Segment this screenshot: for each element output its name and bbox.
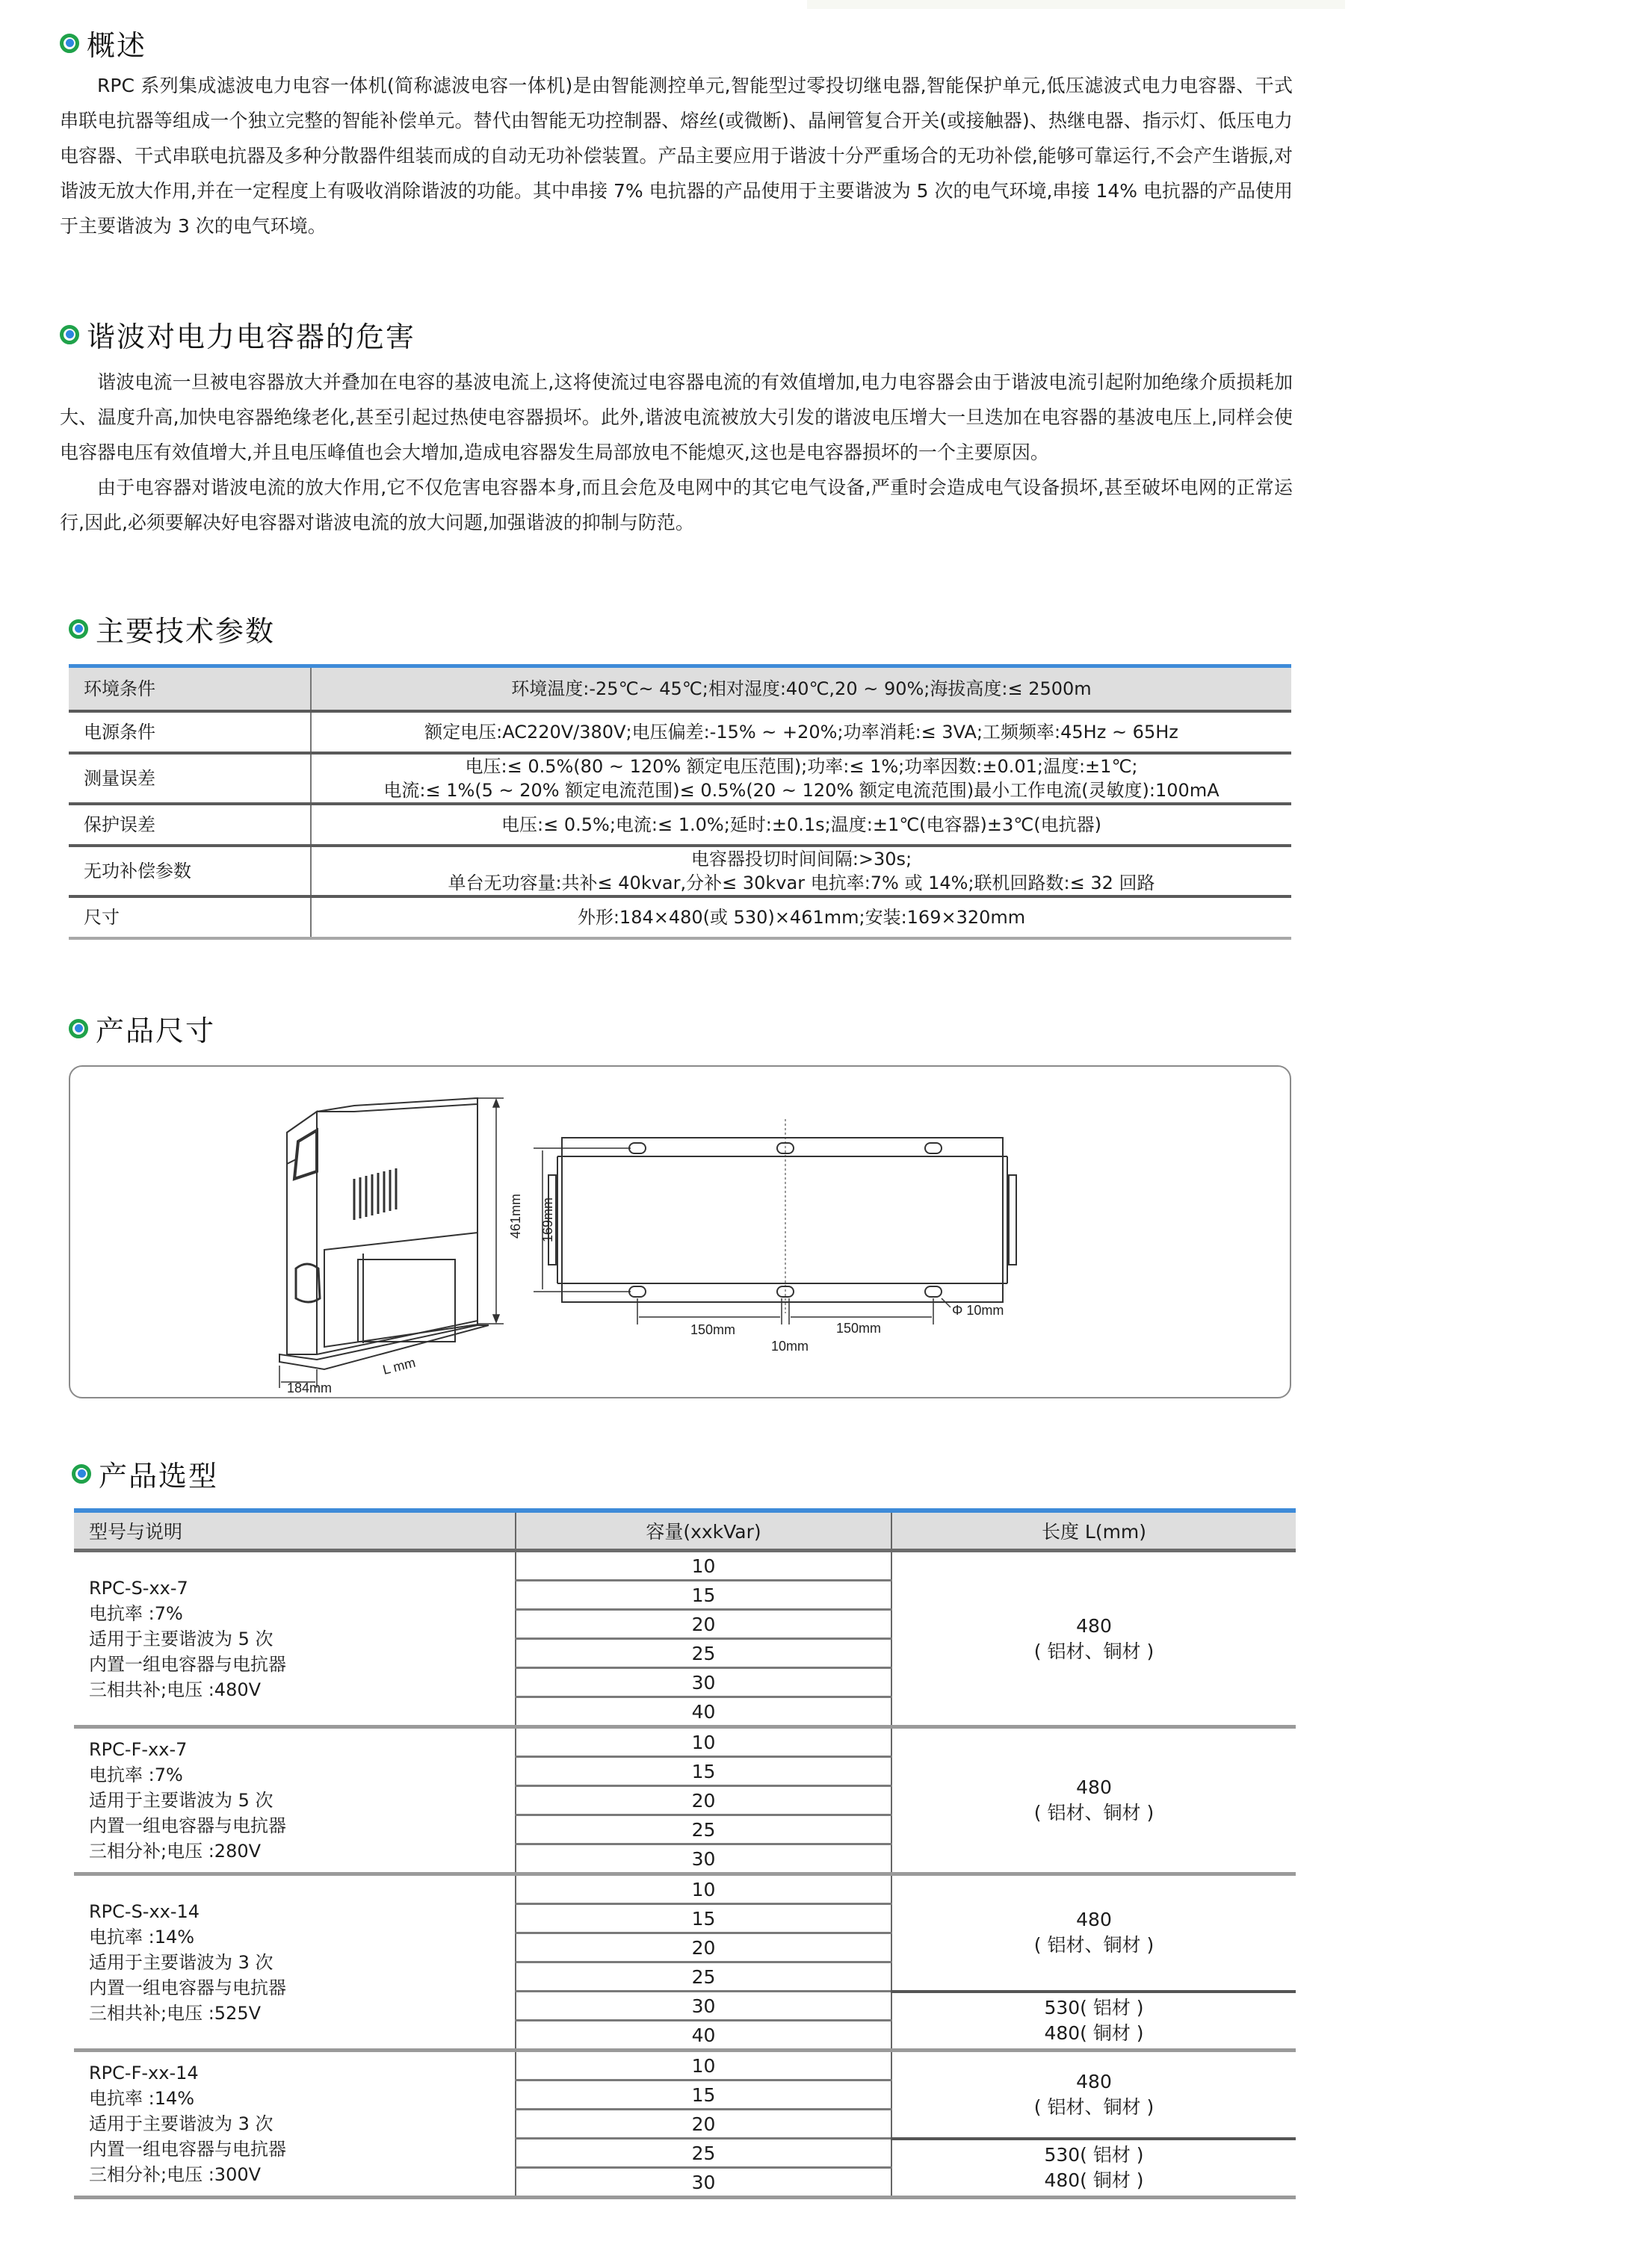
depth-label: 184mm	[287, 1381, 333, 1395]
spec-row	[69, 896, 1291, 938]
model-code: RPC-S-xx-14	[89, 1900, 200, 1922]
model-spec-line: 三相共补;电压 :480V	[89, 1679, 262, 1700]
section-bullet-icon	[69, 619, 88, 639]
spec-row	[69, 804, 1291, 846]
section-bullet-icon	[69, 1019, 88, 1038]
model-spec-line: 三相分补;电压 :280V	[89, 1841, 262, 1862]
length-cell	[891, 1551, 1296, 1727]
spec-key: 保护误差	[69, 804, 311, 846]
length-cell	[891, 1874, 1296, 1992]
section-bullet-icon	[60, 34, 79, 53]
harm-text	[60, 365, 1293, 540]
model-spec-line: 电抗率 :7%	[89, 1602, 183, 1624]
spec-value	[311, 804, 1291, 846]
length-cell	[891, 1727, 1296, 1874]
model-description	[74, 2051, 516, 2198]
col-header-capacity: 容量(xxkVar)	[516, 1511, 891, 1551]
model-code: RPC-F-xx-7	[89, 1739, 188, 1760]
section-bullet-icon	[60, 325, 79, 344]
spec-value	[311, 753, 1291, 804]
capacity-cell: 10	[516, 1551, 891, 1581]
heading-overview	[60, 22, 146, 63]
model-spec-line: 三相共补;电压 :525V	[89, 2002, 262, 2024]
spec-value-line: 电容器投切时间间隔:>30s;	[690, 849, 912, 870]
spec-value-line: 电压:≤ 0.5%;电流:≤ 1.0%;延时:±0.1s;温度:±1℃(电容器)±3℃(电抗器)	[501, 814, 1101, 835]
model-description	[74, 1874, 516, 2051]
mount-height-label: 169mm	[540, 1197, 555, 1243]
spec-value-line: 外形:184×480(或 530)×461mm;安装:169×320mm	[577, 907, 1026, 928]
harm-paragraph-2: 由于电容器对谐波电流的放大作用,它不仅危害电容器本身,而且会危及电网中的其它电气设备,严重时会造成电气设备损坏,甚至破坏电网的正常运行,因此,必须要解决好电容器对谐波电流的放大问题,加强谐波的抑制与防范。	[60, 477, 1293, 533]
model-spec-line: 内置一组电容器与电抗器	[89, 1653, 286, 1675]
overview-paragraph: RPC 系列集成滤波电力电容一体机(简称滤波电容一体机)是由智能测控单元,智能型过零投切继电器,智能保护单元,低压滤波式电力电容器、干式串联电抗器等组成一个独立完整的智能补偿单元。替代由智能无功控制器、熔丝(或微断)、晶闸管复合开关(或接触器)、热继电器、指示灯、低压电力电容器、干式串联电抗器及多种分散器件组装而成的自动无功补偿装置。产品主要应用于谐波十分严重场合的无功补偿,能够可靠运行,不会产生谐振,对谐波无放大作用,并在一定程度上有吸收消除谐波的功能。其中串接 7% 电抗器的产品使用于主要谐波为 5 次的电气环境,串接 14% 电抗器的产品使用于主要谐波为 3 次的电气环境。	[60, 75, 1293, 237]
spacing-left-label: 150mm	[690, 1322, 736, 1337]
length-line: ( 铝材、铜材 )	[1033, 1934, 1154, 1956]
model-code: RPC-F-xx-14	[89, 2063, 199, 2083]
length-line: ( 铝材、铜材 )	[1033, 1640, 1154, 1662]
model-code: RPC-S-xx-7	[89, 1577, 188, 1599]
length-line: 480( 铜材 )	[1044, 2169, 1144, 2191]
spec-value	[311, 666, 1291, 712]
length-line: 480	[1076, 1614, 1112, 1637]
model-spec-line: 适用于主要谐波为 5 次	[89, 1790, 273, 1811]
heading-overview-text: 概述	[87, 29, 147, 62]
model-spec-line: 适用于主要谐波为 3 次	[89, 1951, 273, 1973]
spacing-right-label: 150mm	[836, 1321, 882, 1336]
length-line: ( 铝材、铜材 )	[1033, 1802, 1154, 1824]
dimension-diagram	[69, 1065, 1291, 1398]
model-spec-line: 内置一组电容器与电抗器	[89, 2139, 286, 2160]
selection-table	[74, 1508, 1296, 2199]
col-header-length: 长度 L(mm)	[891, 1511, 1296, 1551]
spec-value-line: 环境温度:-25℃~ 45℃;相对湿度:40℃,20 ~ 90%;海拔高度:≤ 2500m	[511, 678, 1092, 699]
model-spec-line: 三相分补;电压 :300V	[89, 2164, 262, 2185]
capacity-cell: 10	[516, 1874, 891, 1904]
hole-diameter-label: Φ 10mm	[952, 1303, 1004, 1318]
spec-value	[311, 896, 1291, 938]
heading-harm	[60, 314, 415, 355]
capacity-cell: 30	[516, 1992, 891, 2021]
model-description	[74, 1727, 516, 1874]
capacity-cell: 25	[516, 2139, 891, 2168]
spec-value	[311, 846, 1291, 896]
selection-row	[74, 2051, 1296, 2080]
selection-header-row	[74, 1511, 1296, 1551]
capacity-cell: 30	[516, 1668, 891, 1697]
model-description	[74, 1551, 516, 1727]
harm-paragraph-1: 谐波电流一旦被电容器放大并叠加在电容的基波电流上,这将使流过电容器电流的有效值增加,电力电容器会由于谐波电流引起附加绝缘介质损耗加大、温度升高,加快电容器绝缘老化,甚至引起过热使电容器损坏。此外,谐波电流被放大引发的谐波电压增大一旦迭加在电容器的基波电压上,同样会使电容器电压有效值增大,并且电压峰值也会大增加,造成电容器发生局部放电不能熄灭,这也是电容器损坏的一个主要原因。	[60, 371, 1293, 463]
capacity-cell: 15	[516, 1757, 891, 1786]
model-spec-line: 内置一组电容器与电抗器	[89, 1815, 286, 1836]
capacity-cell: 20	[516, 2110, 891, 2139]
capacity-cell: 40	[516, 2021, 891, 2051]
model-spec-line: 电抗率 :14%	[89, 2088, 195, 2109]
length-cell	[891, 2139, 1296, 2198]
cabinet-isometric-drawing	[279, 1098, 489, 1369]
capacity-cell: 25	[516, 1962, 891, 1992]
spec-row	[69, 711, 1291, 753]
capacity-cell: 30	[516, 2168, 891, 2198]
selection-row	[74, 1727, 1296, 1757]
length-line: 480( 铜材 )	[1044, 2021, 1144, 2044]
model-spec-line: 适用于主要谐波为 5 次	[89, 1628, 273, 1649]
length-cell	[891, 2051, 1296, 2139]
capacity-cell: 20	[516, 1933, 891, 1962]
col-header-model: 型号与说明	[74, 1511, 516, 1551]
slot-label: 10mm	[771, 1339, 809, 1354]
dimension-lines-right	[534, 1148, 950, 1324]
heading-dimensions-text: 产品尺寸	[96, 1014, 216, 1047]
length-line: 480	[1076, 1776, 1112, 1798]
specs-table	[69, 664, 1291, 940]
spec-row	[69, 666, 1291, 712]
capacity-cell: 25	[516, 1639, 891, 1668]
heading-dimensions	[69, 1008, 215, 1049]
spec-value-line: 单台无功容量:共补≤ 40kvar,分补≤ 30kvar 电抗率:7% 或 14%;联机回路数:≤ 32 回路	[448, 873, 1155, 893]
spec-key: 电源条件	[69, 711, 311, 753]
dimension-drawing	[70, 1067, 1290, 1397]
capacity-cell: 15	[516, 2080, 891, 2110]
capacity-cell: 15	[516, 1581, 891, 1610]
capacity-cell: 20	[516, 1610, 891, 1639]
heading-specs	[69, 608, 275, 649]
model-spec-line: 适用于主要谐波为 3 次	[89, 2113, 273, 2134]
top-decorative-band	[807, 0, 1345, 9]
capacity-cell: 10	[516, 1727, 891, 1757]
length-line: 480	[1076, 1909, 1112, 1931]
selection-row	[74, 1551, 1296, 1581]
spec-key: 无功补偿参数	[69, 846, 311, 896]
capacity-cell: 40	[516, 1697, 891, 1727]
spec-value-line: 电压:≤ 0.5%(80 ~ 120% 额定电压范围);功率:≤ 1%;功率因数:±0.01;温度:±1℃;	[465, 756, 1138, 777]
heading-selection-text: 产品选型	[99, 1460, 219, 1493]
overview-text	[60, 68, 1293, 244]
height-label: 461mm	[508, 1193, 523, 1239]
capacity-cell: 25	[516, 1815, 891, 1844]
spec-key: 尺寸	[69, 896, 311, 938]
model-spec-line: 电抗率 :14%	[89, 1926, 195, 1948]
heading-specs-text: 主要技术参数	[96, 615, 276, 648]
length-line: 530( 铝材 )	[1044, 1996, 1144, 2018]
selection-row	[74, 1874, 1296, 1904]
spec-value-line: 额定电压:AC220V/380V;电压偏差:-15% ~ +20%;功率消耗:≤ 3VA;工频频率:45Hz ~ 65Hz	[424, 722, 1178, 743]
heading-selection	[72, 1453, 218, 1494]
length-line: 530( 铝材 )	[1044, 2143, 1144, 2166]
length-line: 480	[1076, 2070, 1112, 2092]
capacity-cell: 20	[516, 1786, 891, 1815]
spec-key: 测量误差	[69, 753, 311, 804]
spec-row	[69, 753, 1291, 804]
section-bullet-icon	[72, 1464, 91, 1484]
length-cell	[891, 1992, 1296, 2051]
spec-value	[311, 711, 1291, 753]
length-label: L mm	[381, 1354, 417, 1378]
model-spec-line: 电抗率 :7%	[89, 1764, 183, 1785]
spec-row	[69, 846, 1291, 896]
spec-key: 环境条件	[69, 666, 311, 712]
model-spec-line: 内置一组电容器与电抗器	[89, 1977, 286, 1998]
spec-value-line: 电流:≤ 1%(5 ~ 20% 额定电流范围)≤ 0.5%(20 ~ 120% 额定电流范围)最小工作电流(灵敏度):100mA	[383, 780, 1220, 801]
capacity-cell: 10	[516, 2051, 891, 2080]
length-line: ( 铝材、铜材 )	[1033, 2095, 1154, 2118]
heading-harm-text: 谐波对电力电容器的危害	[87, 320, 416, 353]
capacity-cell: 30	[516, 1844, 891, 1874]
capacity-cell: 15	[516, 1904, 891, 1933]
